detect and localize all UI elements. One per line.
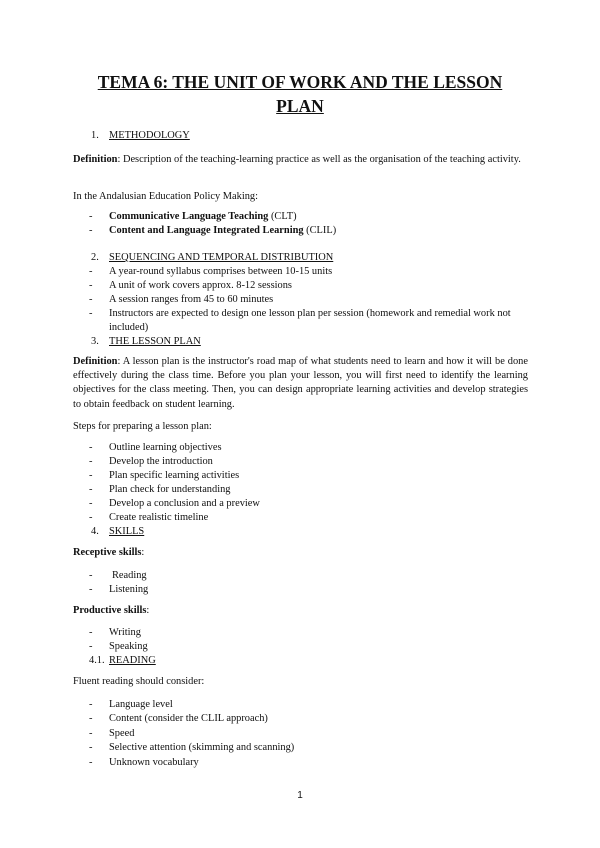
bullet-dash: - [89, 470, 93, 481]
colon: : [146, 605, 150, 616]
bullet-dash: - [89, 728, 93, 739]
list-item: Develop the introduction [109, 456, 213, 467]
definition-label: Definition [73, 154, 118, 165]
page-title: TEMA 6: THE UNIT OF WORK AND THE LESSON PLAN [97, 72, 503, 116]
definition-text: : A lesson plan is the instructor's road map of what students need to learn and how it will be done effectively during the class time. Before you plan your lesson, you will first need to identify the learning objectives for the class meeting. Then, you can design appropriate learning activities and develop strategies to obtain feedback on student learning. [73, 356, 528, 410]
bullet-dash: - [89, 699, 93, 710]
definition-text: : Description of the teaching-learning practice as well as the organisation of the teaching activity. [117, 154, 521, 165]
section-number: 1. [91, 130, 99, 141]
list-item: Speaking [109, 641, 148, 652]
bullet-dash: - [89, 280, 93, 291]
andalusian-intro: In the Andalusian Education Policy Making: [73, 191, 258, 202]
bullet-dash: - [89, 211, 93, 222]
section-number: 3. [91, 336, 99, 347]
bullet-dash: - [89, 584, 93, 595]
productive-skills-heading [73, 604, 149, 618]
bullet-dash: - [89, 512, 93, 523]
list-item: Unknown vocabulary [109, 757, 199, 768]
section-heading-skills: SKILLS [109, 526, 145, 537]
list-item: Writing [109, 627, 141, 638]
section-heading-reading: READING [109, 655, 156, 666]
steps-intro: Steps for preparing a lesson plan: [73, 421, 212, 432]
bullet-dash: - [89, 442, 93, 453]
list-item: Outline learning objectives [109, 442, 222, 453]
list-item: Language level [109, 699, 173, 710]
list-item: Listening [109, 584, 149, 595]
approach-name: Content and Language Integrated Learning [109, 225, 304, 236]
list-item: Develop a conclusion and a preview [109, 498, 260, 509]
fluent-intro: Fluent reading should consider: [73, 676, 205, 687]
bullet-dash: - [89, 294, 93, 305]
bullet-dash: - [89, 742, 93, 753]
bullet-dash: - [89, 627, 93, 638]
bullet-dash: - [89, 757, 93, 768]
list-item: A unit of work covers approx. 8-12 sessions [109, 280, 292, 291]
bullet-dash: - [89, 641, 93, 652]
bullet-dash: - [89, 456, 93, 467]
list-item: Create realistic timeline [109, 512, 209, 523]
section-heading-lesson-plan: THE LESSON PLAN [109, 336, 201, 347]
definition-label: Definition [73, 356, 118, 367]
section-heading-sequencing: SEQUENCING AND TEMPORAL DISTRIBUTION [109, 252, 334, 263]
list-item: Selective attention (skimming and scanning) [109, 742, 295, 753]
approach-abbr: (CLIL) [303, 225, 337, 236]
receptive-skills-heading [73, 546, 144, 560]
approach-abbr: (CLT) [268, 211, 297, 222]
list-item: A session ranges from 45 to 60 minutes [109, 294, 274, 305]
productive-label: Productive skills [73, 605, 147, 616]
list-item: Plan specific learning activities [109, 470, 240, 481]
list-item: A year-round syllabus comprises between 10-15 units [109, 266, 333, 277]
section-number: 2. [91, 252, 99, 263]
definition-methodology [73, 153, 528, 167]
bullet-dash: - [89, 498, 93, 509]
colon: : [141, 547, 145, 558]
section-heading-methodology: METHODOLOGY [109, 130, 190, 141]
bullet-dash: - [89, 484, 93, 495]
bullet-dash: - [89, 713, 93, 724]
bullet-dash: - [89, 308, 93, 319]
receptive-label: Receptive skills [73, 547, 142, 558]
definition-lesson-plan [73, 355, 528, 412]
section-number: 4.1. [89, 655, 105, 666]
bullet-dash: - [89, 266, 93, 277]
bullet-dash: - [89, 570, 93, 581]
section-number: 4. [91, 526, 99, 537]
list-item: Speed [109, 728, 135, 739]
list-item: Instructors are expected to design one lesson plan per session (homework and remedial work not included) [109, 308, 511, 333]
approach-item [109, 210, 297, 224]
page-number: 1 [297, 790, 303, 801]
approach-item [109, 224, 336, 238]
list-item: Content (consider the CLIL approach) [109, 713, 268, 724]
bullet-dash: - [89, 225, 93, 236]
list-item: Reading [112, 570, 147, 581]
list-item: Plan check for understanding [109, 484, 231, 495]
approach-name: Communicative Language Teaching [109, 211, 269, 222]
